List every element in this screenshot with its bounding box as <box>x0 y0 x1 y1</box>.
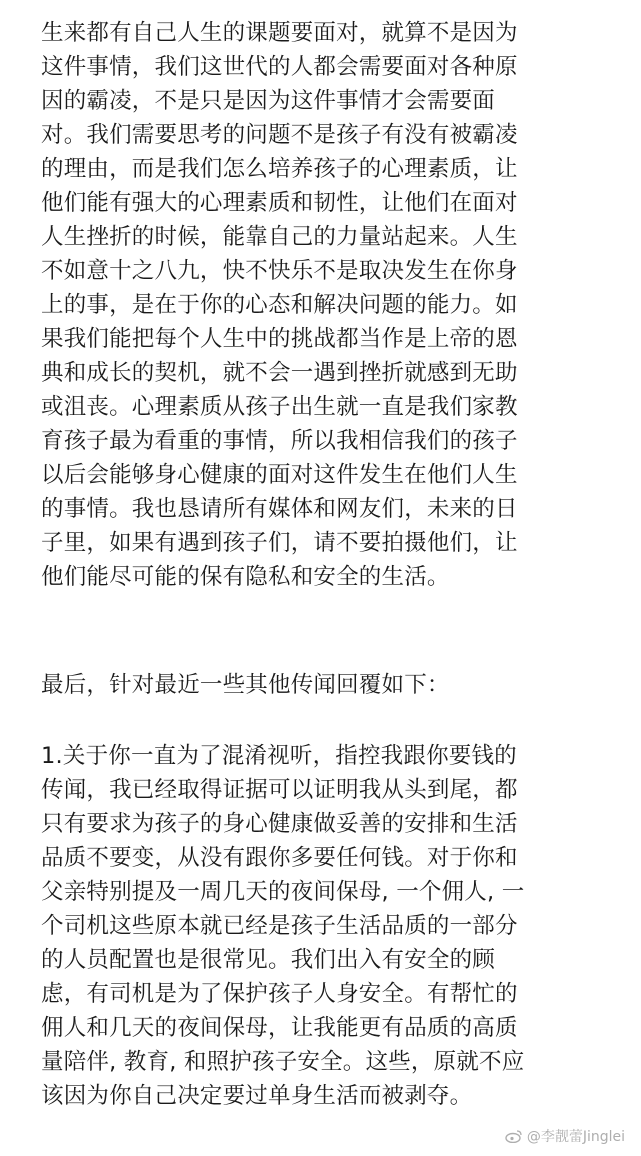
text-line: 人生挫折的时候，能靠自己的力量站起来。人生 <box>41 224 518 250</box>
text-line: 因的霸凌，不是只是因为这件事情才会需要面 <box>41 88 496 114</box>
text-line: 典和成长的契机，就不会一遇到挫折就感到无助 <box>41 360 518 386</box>
text-line: 果我们能把每个人生中的挑战都当作是上帝的恩 <box>41 326 518 352</box>
text-line: 最后，针对最近一些其他传闻回覆如下： <box>41 672 450 698</box>
text-line: 的事情。我也恳请所有媒体和网友们，未来的日 <box>41 496 518 522</box>
text-line: 该因为你自己决定要过单身生活而被剥夺。 <box>41 1083 473 1109</box>
text-line: 的理由，而是我们怎么培养孩子的心理素质，让 <box>41 156 518 182</box>
text-line: 佣人和几天的夜间保母，让我能更有品质的高质 <box>41 1015 518 1041</box>
text-line: 他们能有强大的心理素质和韧性，让他们在面对 <box>41 190 518 216</box>
watermark <box>505 1126 625 1146</box>
text-line: 品质不要变，从没有跟你多要任何钱。对于你和 <box>41 845 518 871</box>
text-line: 只有要求为孩子的身心健康做妥善的安排和生活 <box>41 811 518 837</box>
text-line: 生来都有自己人生的课题要面对，就算不是因为 <box>41 20 518 46</box>
text-line: 育孩子最为看重的事情，所以我相信我们的孩子 <box>41 428 518 454</box>
cut-off-line <box>41 0 601 4</box>
text-line: 对。我们需要思考的问题不是孩子有没有被霸凌 <box>41 122 518 148</box>
text-line: 不如意十之八九，快不快乐不是取决发生在你身 <box>41 258 518 284</box>
text-line: 上的事，是在于你的心态和解决问题的能力。如 <box>41 292 518 318</box>
text-line: 个司机这些原本就已经是孩子生活品质的一部分 <box>41 913 518 939</box>
text-line: 虑，有司机是为了保护孩子人身安全。有帮忙的 <box>41 981 518 1007</box>
text-line: 的人员配置也是很常见。我们出入有安全的顾 <box>41 947 496 973</box>
text-line: 这件事情，我们这世代的人都会需要面对各种原 <box>41 54 518 80</box>
text-line: 1.关于你一直为了混淆视听，指控我跟你要钱的 <box>41 743 517 769</box>
text-line: 量陪伴, 教育, 和照护孩子安全。这些，原就不应 <box>41 1049 525 1075</box>
text-line: 以后会能够身心健康的面对这件发生在他们人生 <box>41 462 518 488</box>
weibo-icon <box>505 1129 523 1143</box>
text-line: 子里，如果有遇到孩子们，请不要拍摄他们，让 <box>41 530 518 556</box>
text-line: 传闻，我已经取得证据可以证明我从头到尾，都 <box>41 777 518 803</box>
watermark-text: @李靓蕾Jinglei <box>526 1129 625 1145</box>
text-line: 他们能尽可能的保有隐私和安全的生活。 <box>41 564 450 590</box>
text-line: 父亲特别提及一周几天的夜间保母, 一个佣人, 一 <box>41 879 525 905</box>
text-line: 或沮丧。心理素质从孩子出生就一直是我们家教 <box>41 394 518 420</box>
